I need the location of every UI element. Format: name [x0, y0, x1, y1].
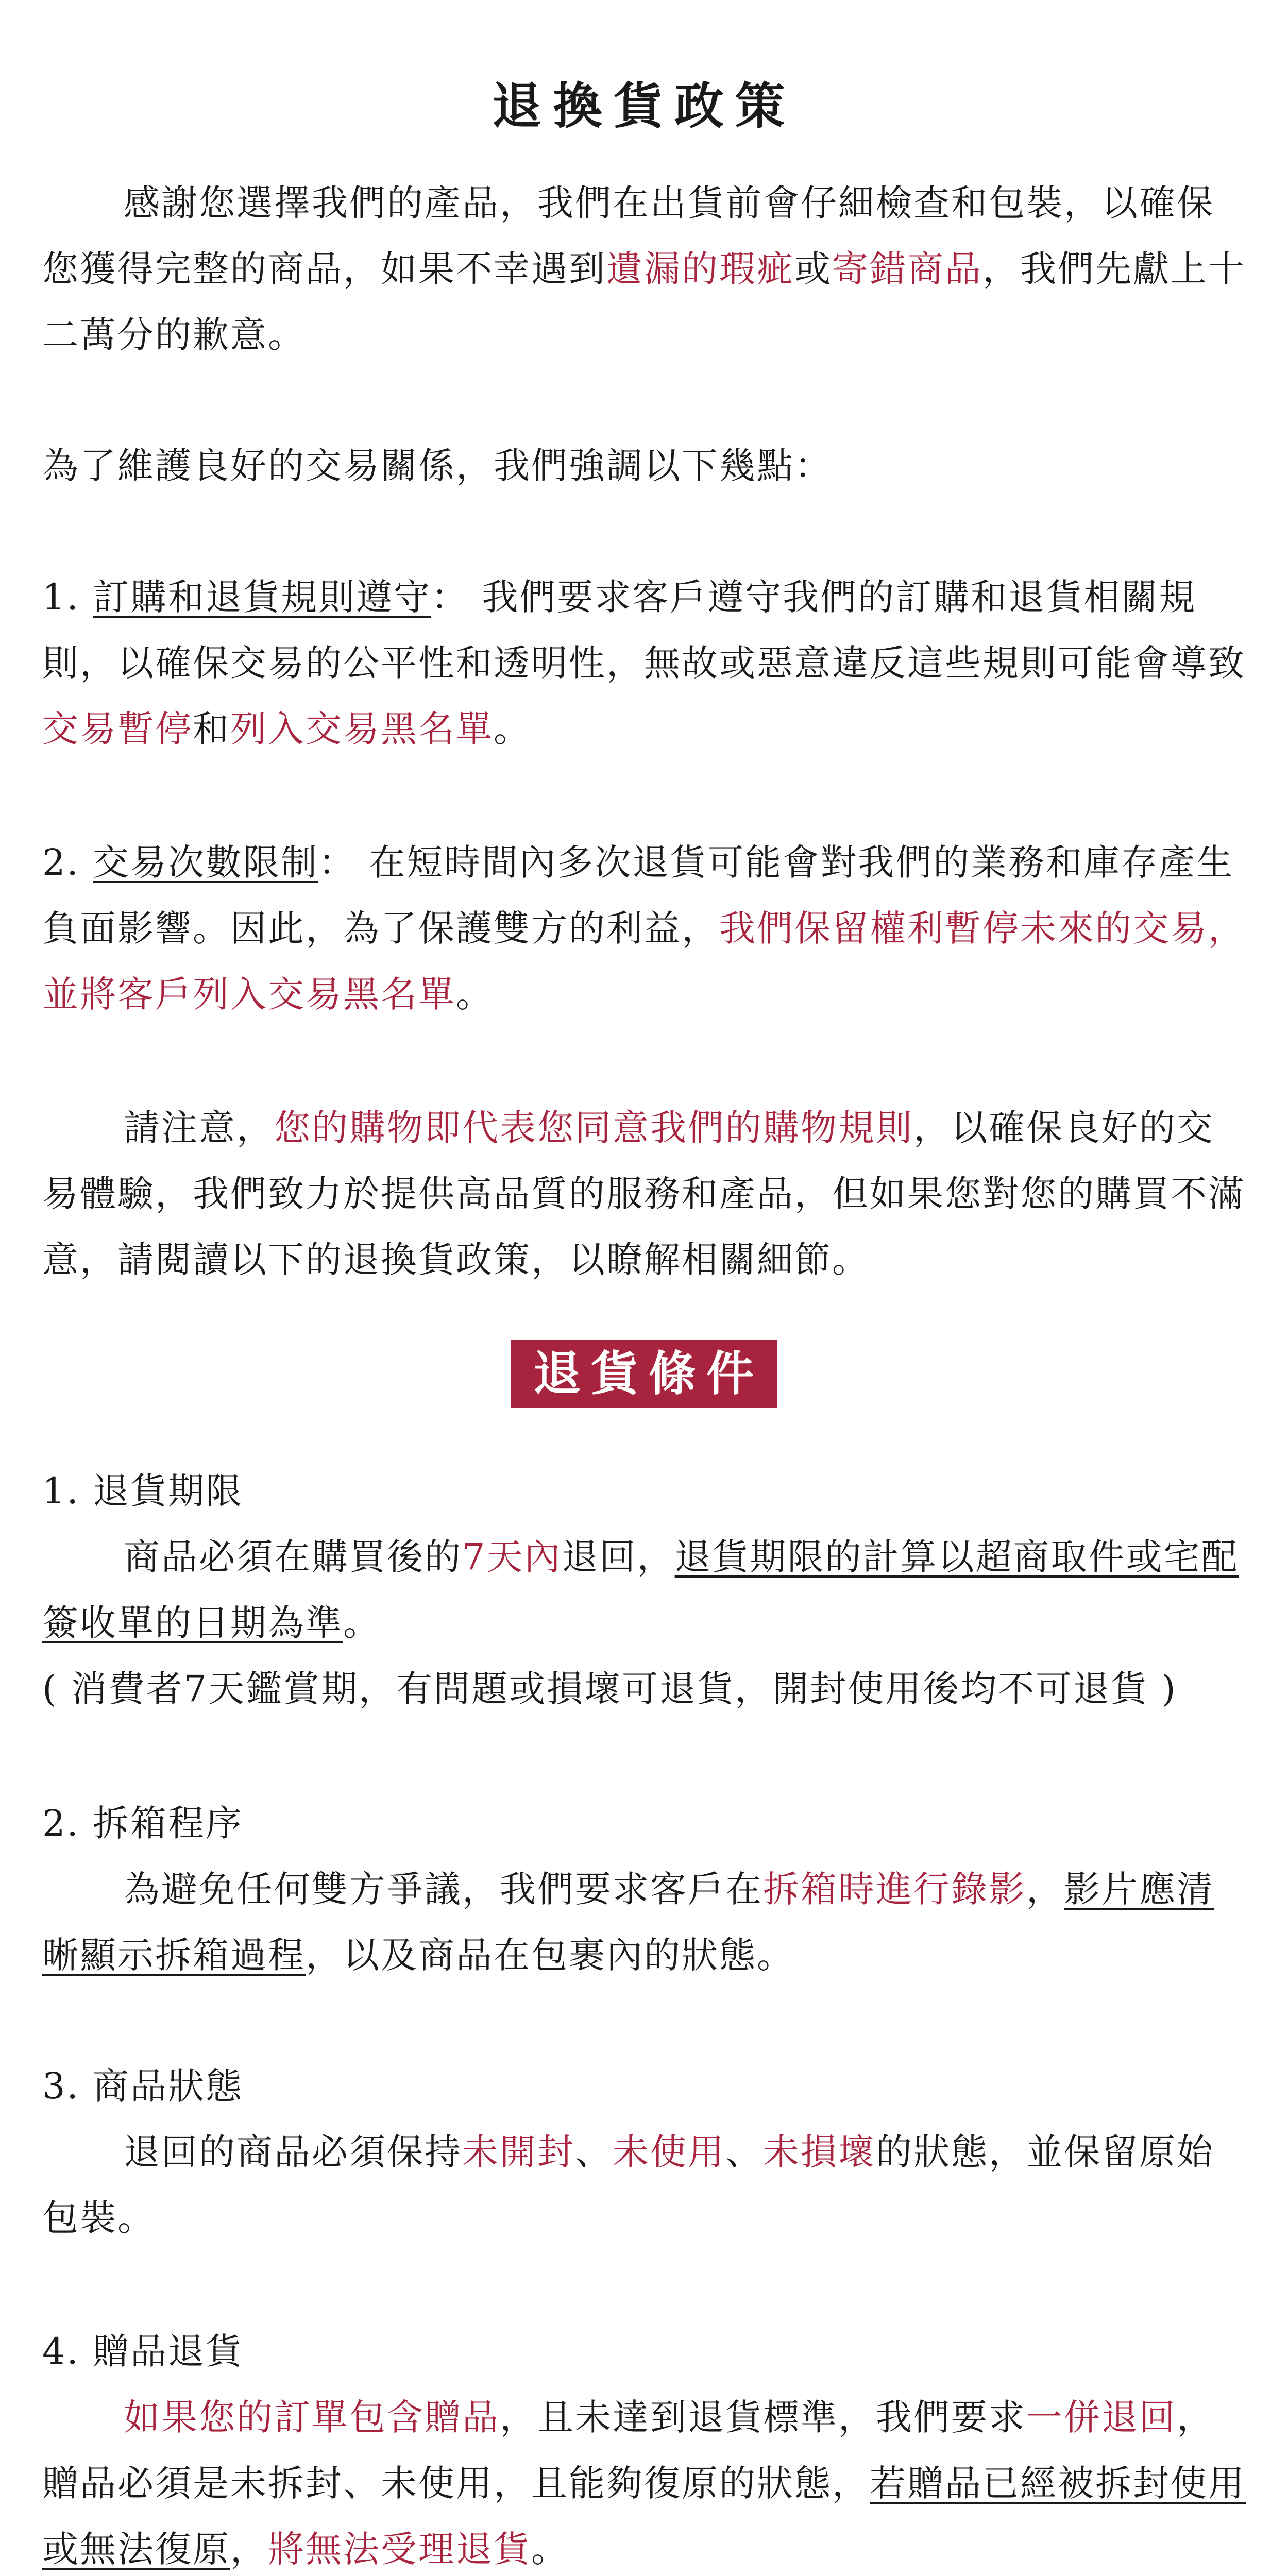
section-2-body	[42, 1856, 1246, 1988]
notice-text: ，以確保良好的交易體驗，我們致力於提供高品質的服務和產品，但如果您對您的購買不滿意，請閱讀以下的退換貨政策，以瞭解相關細節。	[42, 1107, 1246, 1281]
intro-text: 或	[794, 248, 832, 290]
section-1-body	[42, 1524, 1246, 1656]
point-1-highlight-suspend: 交易暫停	[42, 708, 193, 750]
section-2-text: ，以及商品在包裹內的狀態。	[306, 1934, 794, 1976]
section-3-heading: 3. 商品狀態	[42, 2065, 244, 2107]
return-conditions-banner: 退貨條件	[511, 1340, 777, 1408]
point-2-paragraph	[42, 829, 1246, 1027]
point-2-text: 在短時間內多次退貨可能會對我們的業務和庫存產生負面影響。因此，為了保護雙方的利益，	[42, 841, 1234, 950]
notice-highlight: 您的購物即代表您同意我們的購物規則	[274, 1107, 913, 1149]
point-1-highlight-blacklist: 列入交易黑名單	[230, 708, 494, 750]
section-4-text: ，贈品必須是未拆封、未使用，且能夠復原的狀態，	[42, 2396, 1214, 2504]
notice-paragraph	[42, 1095, 1246, 1293]
point-1-text: 。	[494, 708, 531, 750]
section-3-highlight-undamaged: 未損壞	[763, 2131, 876, 2173]
intro-text: 感謝您選擇我們的產品，我們在出貨前會仔細檢查和包裝，以確保您獲得完整的商品，如果不幸遇到	[42, 182, 1214, 290]
section-4-body	[42, 2384, 1246, 2576]
section-4-text: ，且未達到退貨標準，我們要求	[500, 2396, 1026, 2438]
intro-text: ，我們先獻上十二萬分的歉意。	[42, 248, 1246, 356]
emphasis-line: 為了維護良好的交易關係，我們強調以下幾點：	[42, 445, 832, 487]
section-3-body	[42, 2119, 1246, 2251]
section-3-highlight-unused: 未使用	[613, 2131, 725, 2173]
section-3	[42, 2053, 1246, 2251]
intro-paragraph	[42, 170, 1246, 368]
section-4	[42, 2318, 1246, 2576]
return-conditions-banner-wrap	[0, 1340, 1288, 1408]
section-4-highlight-gift: 如果您的訂單包含贈品	[124, 2396, 500, 2438]
section-3-highlight-unopened: 未開封	[462, 2131, 575, 2173]
point-1-colon: ：	[431, 576, 482, 618]
point-2-heading: 交易次數限制	[93, 841, 319, 884]
point-2-highlight: 我們保留權利暫停未來的交易，並將客戶列入交易黑名單	[42, 907, 1246, 1015]
section-4-text: ，	[230, 2528, 268, 2570]
section-1-highlight-7days: 7天內	[462, 1536, 562, 1578]
point-1-text: 我們要求客戶遵守我們的訂購和退貨相關規則，以確保交易的公平性和透明性，無故或惡意違反這些規則可能會導致	[42, 576, 1246, 684]
point-1-number: 1.	[42, 576, 93, 618]
page-title: 退換貨政策	[492, 77, 796, 135]
section-4-underline: 若贈品已經被拆封使用或無法復原	[42, 2462, 1246, 2570]
section-4-highlight-return-together: 一併退回	[1026, 2396, 1177, 2438]
intro-highlight-wrong-item: 寄錯商品	[832, 248, 982, 290]
section-2-heading: 2. 拆箱程序	[42, 1802, 244, 1844]
section-3-text: 退回的商品必須保持	[124, 2131, 462, 2173]
point-2-number: 2.	[42, 841, 93, 884]
section-2	[42, 1790, 1246, 1988]
section-1	[42, 1458, 1246, 1722]
point-1-heading: 訂購和退貨規則遵守	[93, 576, 432, 618]
section-4-heading: 4. 贈品退貨	[42, 2330, 244, 2372]
section-3-text: 、	[725, 2131, 763, 2173]
intro-highlight-defect: 遺漏的瑕疵	[606, 248, 794, 290]
section-4-text: 。	[531, 2528, 569, 2570]
section-1-text: 退回，	[562, 1536, 675, 1578]
section-1-underline: 退貨期限的計算以超商取件或宅配簽收單的日期為準	[42, 1536, 1239, 1644]
section-2-highlight: 拆箱時進行錄影	[763, 1868, 1026, 1910]
point-1-paragraph	[42, 564, 1246, 762]
section-1-note: ( 消費者7天鑑賞期，有問題或損壞可退貨，開封使用後均不可退貨 )	[42, 1668, 1177, 1710]
point-1-text: 和	[193, 708, 230, 750]
notice-text: 請注意，	[124, 1107, 274, 1149]
section-2-underline: 影片應清晰顯示拆箱過程	[42, 1868, 1214, 1976]
section-2-text: 為避免任何雙方爭議，我們要求客戶在	[124, 1868, 763, 1910]
point-2-colon: ：	[318, 841, 369, 884]
point-2-text: 。	[456, 973, 494, 1015]
section-1-text: 。	[343, 1602, 381, 1644]
section-1-text: 商品必須在購買後的	[124, 1536, 462, 1578]
section-3-text: 的狀態，並保留原始包裝。	[42, 2131, 1214, 2239]
section-2-text: ，	[1026, 1868, 1064, 1910]
section-3-text: 、	[575, 2131, 613, 2173]
section-4-highlight-rejected: 將無法受理退貨	[268, 2528, 531, 2570]
section-1-heading: 1. 退貨期限	[42, 1470, 244, 1512]
